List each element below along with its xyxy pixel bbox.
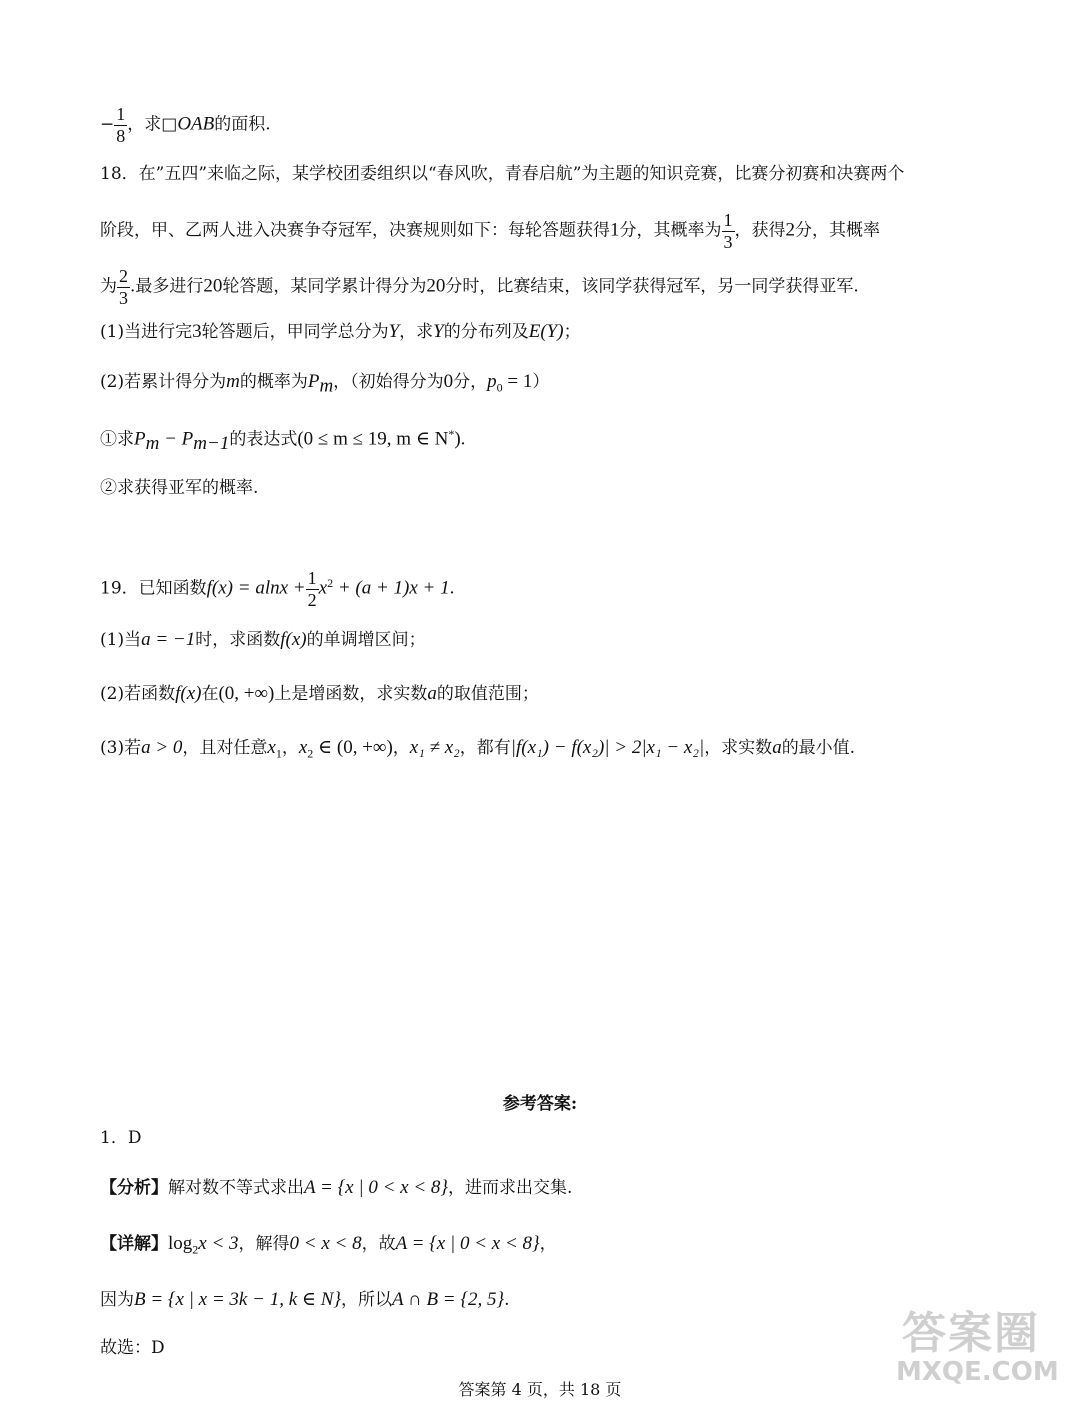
because-a: 因为 [100, 1290, 134, 1310]
q18-p2-b: 的概率为 [239, 372, 308, 392]
q18-p2-d: 分， [453, 372, 488, 392]
expectation-ey: E(Y) [528, 321, 564, 342]
q19-i3-g: 的最小值. [781, 738, 856, 758]
q19-i1-a: (1)当 [100, 630, 142, 650]
q18-s1-a: ①求 [100, 429, 134, 450]
q19-i1-f: f(x) [280, 629, 307, 650]
var-p: P [307, 371, 320, 392]
watermark-logo [896, 1297, 1059, 1389]
q18-one: 1 [610, 219, 620, 241]
q19-i3-cond: a > 0 [141, 737, 183, 758]
q19-item-3 [100, 738, 855, 759]
q18-three: 3 [192, 321, 202, 342]
q18-part-1 [100, 322, 581, 341]
q18-s1-sup: * [448, 427, 455, 441]
minus-sign: − [100, 114, 115, 135]
q19-i3-in: ∈ (0, +∞) [313, 737, 393, 758]
detail-set: A = {x | 0 < x < 8} [395, 1233, 540, 1254]
fraction-numerator: 1 [723, 210, 733, 230]
q19-i2-b: 在 [201, 684, 219, 704]
q18-part-2 [100, 372, 549, 395]
q19-item-2 [100, 684, 539, 703]
detail-log-sub: 2 [192, 1242, 199, 1257]
q18-p2-e: ） [532, 372, 550, 392]
q19-i3-avar: a [772, 737, 782, 758]
var-p-sub: m [319, 375, 334, 397]
because-end: . [504, 1290, 510, 1310]
q19-i3-neq: x₁ ≠ x₂ [409, 737, 460, 758]
because-result: A ∩ B = {2, 5} [391, 1289, 505, 1310]
q19-i2-interval: (0, +∞) [218, 683, 275, 704]
var-pm1-sub: m−1 [193, 433, 230, 455]
answer-1-analysis [100, 1178, 572, 1197]
q19-i3-ineq: |f(x₁) − f(x₂)| > 2|x₁ − x₂| [510, 737, 705, 758]
q17-text-a: ，求 [127, 114, 162, 135]
var-y-2: Y [433, 321, 444, 342]
q19-head-end: . [449, 577, 455, 599]
answer-1-because [100, 1290, 509, 1309]
q18-twenty-a: 20 [203, 275, 223, 297]
analysis-text: 解对数不等式求出 [168, 1178, 304, 1198]
q19-i2-c: 上是增函数，求实数 [274, 684, 428, 704]
because-b: ，所以 [340, 1290, 392, 1310]
fraction-numerator: 2 [119, 266, 128, 286]
q18-line3-c: 轮答题，某同学累计得分为 [222, 276, 427, 297]
q19-i2-avar: a [427, 683, 437, 704]
analysis-end: ，进而求出交集. [448, 1178, 573, 1198]
detail-end: ， [539, 1234, 557, 1254]
q19-x: x [318, 577, 328, 599]
answer-1-choose: 故选：D [100, 1338, 165, 1358]
answer-1: 1．D [100, 1128, 142, 1148]
q19-i1-c: 的单调增区间； [306, 630, 426, 650]
q19-i3-f: ，求实数 [704, 738, 773, 758]
q18-two: 2 [785, 219, 795, 241]
var-p0: p [487, 371, 497, 392]
q18-p0-eq: = 1 [502, 371, 533, 392]
fraction-denominator: 2 [307, 589, 317, 610]
q17-tail [100, 104, 271, 146]
q18-line3-d: 分时，比赛结束，该同学获得冠军，另一同学获得亚军. [445, 276, 859, 297]
watermark-top: 答案圈 [902, 1308, 1040, 1359]
q19-tail: + (a + 1)x + 1 [333, 577, 450, 599]
var-pm: P [134, 428, 146, 450]
q19-i3-a: (3)若 [100, 738, 142, 758]
q18-line3-b: .最多进行 [130, 276, 204, 297]
q18-line-2 [100, 210, 880, 252]
q18-line-1: 18．在”五四”来临之际，某学校团委组织以“春风吹，青春启航”为主题的知识竞赛，比赛分初赛和决赛两个 [100, 164, 905, 184]
q18-line2-d: 分，其概率 [795, 220, 880, 241]
analysis-set: A = {x | 0 < x < 8} [304, 1177, 449, 1198]
detail-log: log [168, 1233, 193, 1254]
triangle-oab: OAB [177, 113, 215, 135]
var-m: m [226, 371, 240, 392]
q19-head-a: 19．已知函数 [100, 578, 207, 599]
q19-header [100, 568, 454, 610]
var-pm-sub: m [145, 433, 160, 455]
q18-p1-d: 的分布列及 [443, 322, 529, 342]
page-footer: 答案第 4 页，共 18 页 [458, 1380, 622, 1399]
fraction-one-half [306, 568, 319, 610]
q19-i1-b: 时，求函数 [195, 630, 281, 650]
q19-i1-cond: a = −1 [141, 629, 196, 650]
q18-s1-end: ). [454, 428, 466, 450]
q18-p1-c: ，求 [399, 322, 434, 342]
q18-line3-a: 为 [100, 276, 117, 297]
q19-i2-d: 的取值范围； [436, 684, 539, 704]
var-pm-minus: − P [159, 428, 194, 450]
fraction-denominator: 3 [119, 287, 128, 308]
q19-i3-c: ， [281, 738, 299, 758]
fraction-denominator: 3 [723, 231, 733, 252]
q19-i2-a: (2)若函数 [100, 684, 176, 704]
fraction-one-eighth [114, 104, 127, 146]
fraction-denominator: 8 [116, 125, 126, 146]
q19-i3-x2: x [298, 737, 308, 758]
var-p0-sub: 0 [496, 380, 503, 395]
q18-p1-a: (1)当进行完 [100, 322, 193, 342]
fraction-numerator: 1 [307, 568, 317, 588]
answer-1-detail [100, 1234, 557, 1255]
fraction-one-third [722, 210, 735, 252]
q19-item-1 [100, 630, 426, 649]
q18-sub-2: ②求获得亚军的概率. [100, 478, 259, 498]
q18-s1-cond: (0 ≤ m ≤ 19, m ∈ N [297, 428, 449, 450]
q19-i3-x1-sub: 1 [275, 746, 282, 761]
q18-twenty-b: 20 [426, 275, 446, 297]
because-set: B = {x | x = 3k − 1, k ∈ N} [134, 1289, 341, 1310]
q19-i3-d: ， [392, 738, 410, 758]
triangle-placeholder-icon: □ [161, 114, 178, 135]
detail-ineq: x < 3 [198, 1233, 239, 1254]
watermark-bottom: MXQE.COM [896, 1357, 1059, 1387]
fraction-numerator: 1 [116, 104, 126, 124]
q19-i2-f: f(x) [175, 683, 202, 704]
q18-p2-a: (2)若累计得分为 [100, 372, 227, 392]
q18-p1-e: ； [563, 322, 581, 342]
q18-p1-b: 轮答题后，甲同学总分为 [201, 322, 389, 342]
q18-p2-c: ，（初始得分为 [333, 372, 444, 392]
detail-b: ，解得 [238, 1234, 290, 1254]
q18-line-3 [100, 266, 859, 308]
q18-line2-c: ，获得 [734, 220, 786, 241]
q17-text-b: 的面积. [214, 114, 271, 135]
q19-i3-b: ，且对任意 [182, 738, 268, 758]
analysis-label: 【分析】 [100, 1178, 168, 1198]
q18-zero: 0 [443, 371, 454, 392]
q18-line2-a: 阶段，甲、乙两人进入决赛争夺冠军，决赛规则如下：每轮答题获得 [100, 220, 610, 241]
detail-range: 0 < x < 8 [289, 1233, 362, 1254]
detail-c: ，故 [361, 1234, 396, 1254]
q19-i3-x2-sub: 2 [307, 746, 314, 761]
q18-s1-b: 的表达式 [229, 429, 298, 450]
q19-i3-e: ，都有 [459, 738, 511, 758]
q18-line2-b: 分，其概率为 [619, 220, 722, 241]
q19-fx: f(x) = alnx + [206, 577, 306, 599]
fraction-two-thirds [117, 266, 130, 308]
var-y: Y [388, 321, 400, 342]
q18-sub-1 [100, 428, 465, 453]
q19-i3-x1: x [267, 737, 276, 758]
answers-title: 参考答案: [502, 1094, 578, 1114]
q19-x-sup: 2 [327, 576, 334, 591]
detail-label: 【详解】 [100, 1234, 168, 1254]
